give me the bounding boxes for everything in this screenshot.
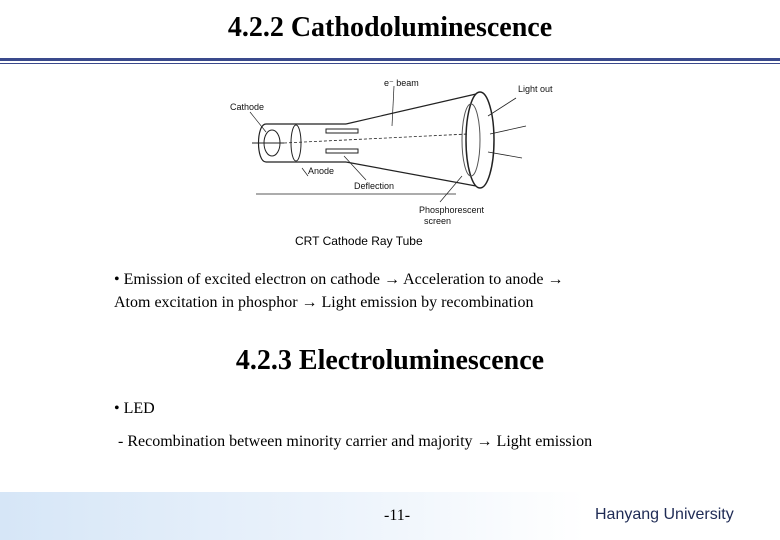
page-number: -11- [384, 507, 411, 524]
label-deflection: Deflection [354, 181, 395, 191]
figure-caption: CRT Cathode Ray Tube [295, 234, 423, 248]
led-description: - Recombination between minority carrier and majority → Light emission [118, 433, 593, 450]
description-line-2: Atom excitation in phosphor → Light emission by recombination [114, 294, 534, 311]
crt-diagram-svg [226, 76, 572, 228]
label-anode: Anode [308, 166, 335, 176]
label-phosphorescent: Phosphorescent [419, 205, 485, 215]
university-name: Hanyang University [595, 506, 734, 523]
description-line-1: • Emission of excited electron on cathode → Acceleration to anode → [114, 271, 564, 288]
label-cathode: Cathode [230, 102, 265, 112]
label-beam: e⁻ beam [384, 78, 419, 88]
slide-title: 4.2.2 Cathodoluminescence [227, 12, 553, 43]
bullet-led: • LED [114, 400, 155, 417]
title-divider [0, 58, 780, 61]
cathodoluminescence-description [114, 268, 714, 314]
title-divider-thin [0, 63, 780, 64]
crt-diagram [226, 76, 572, 228]
section-title: 4.2.3 Electroluminescence [235, 345, 545, 376]
label-light-out: Light out [518, 84, 553, 94]
label-screen: screen [424, 216, 452, 226]
